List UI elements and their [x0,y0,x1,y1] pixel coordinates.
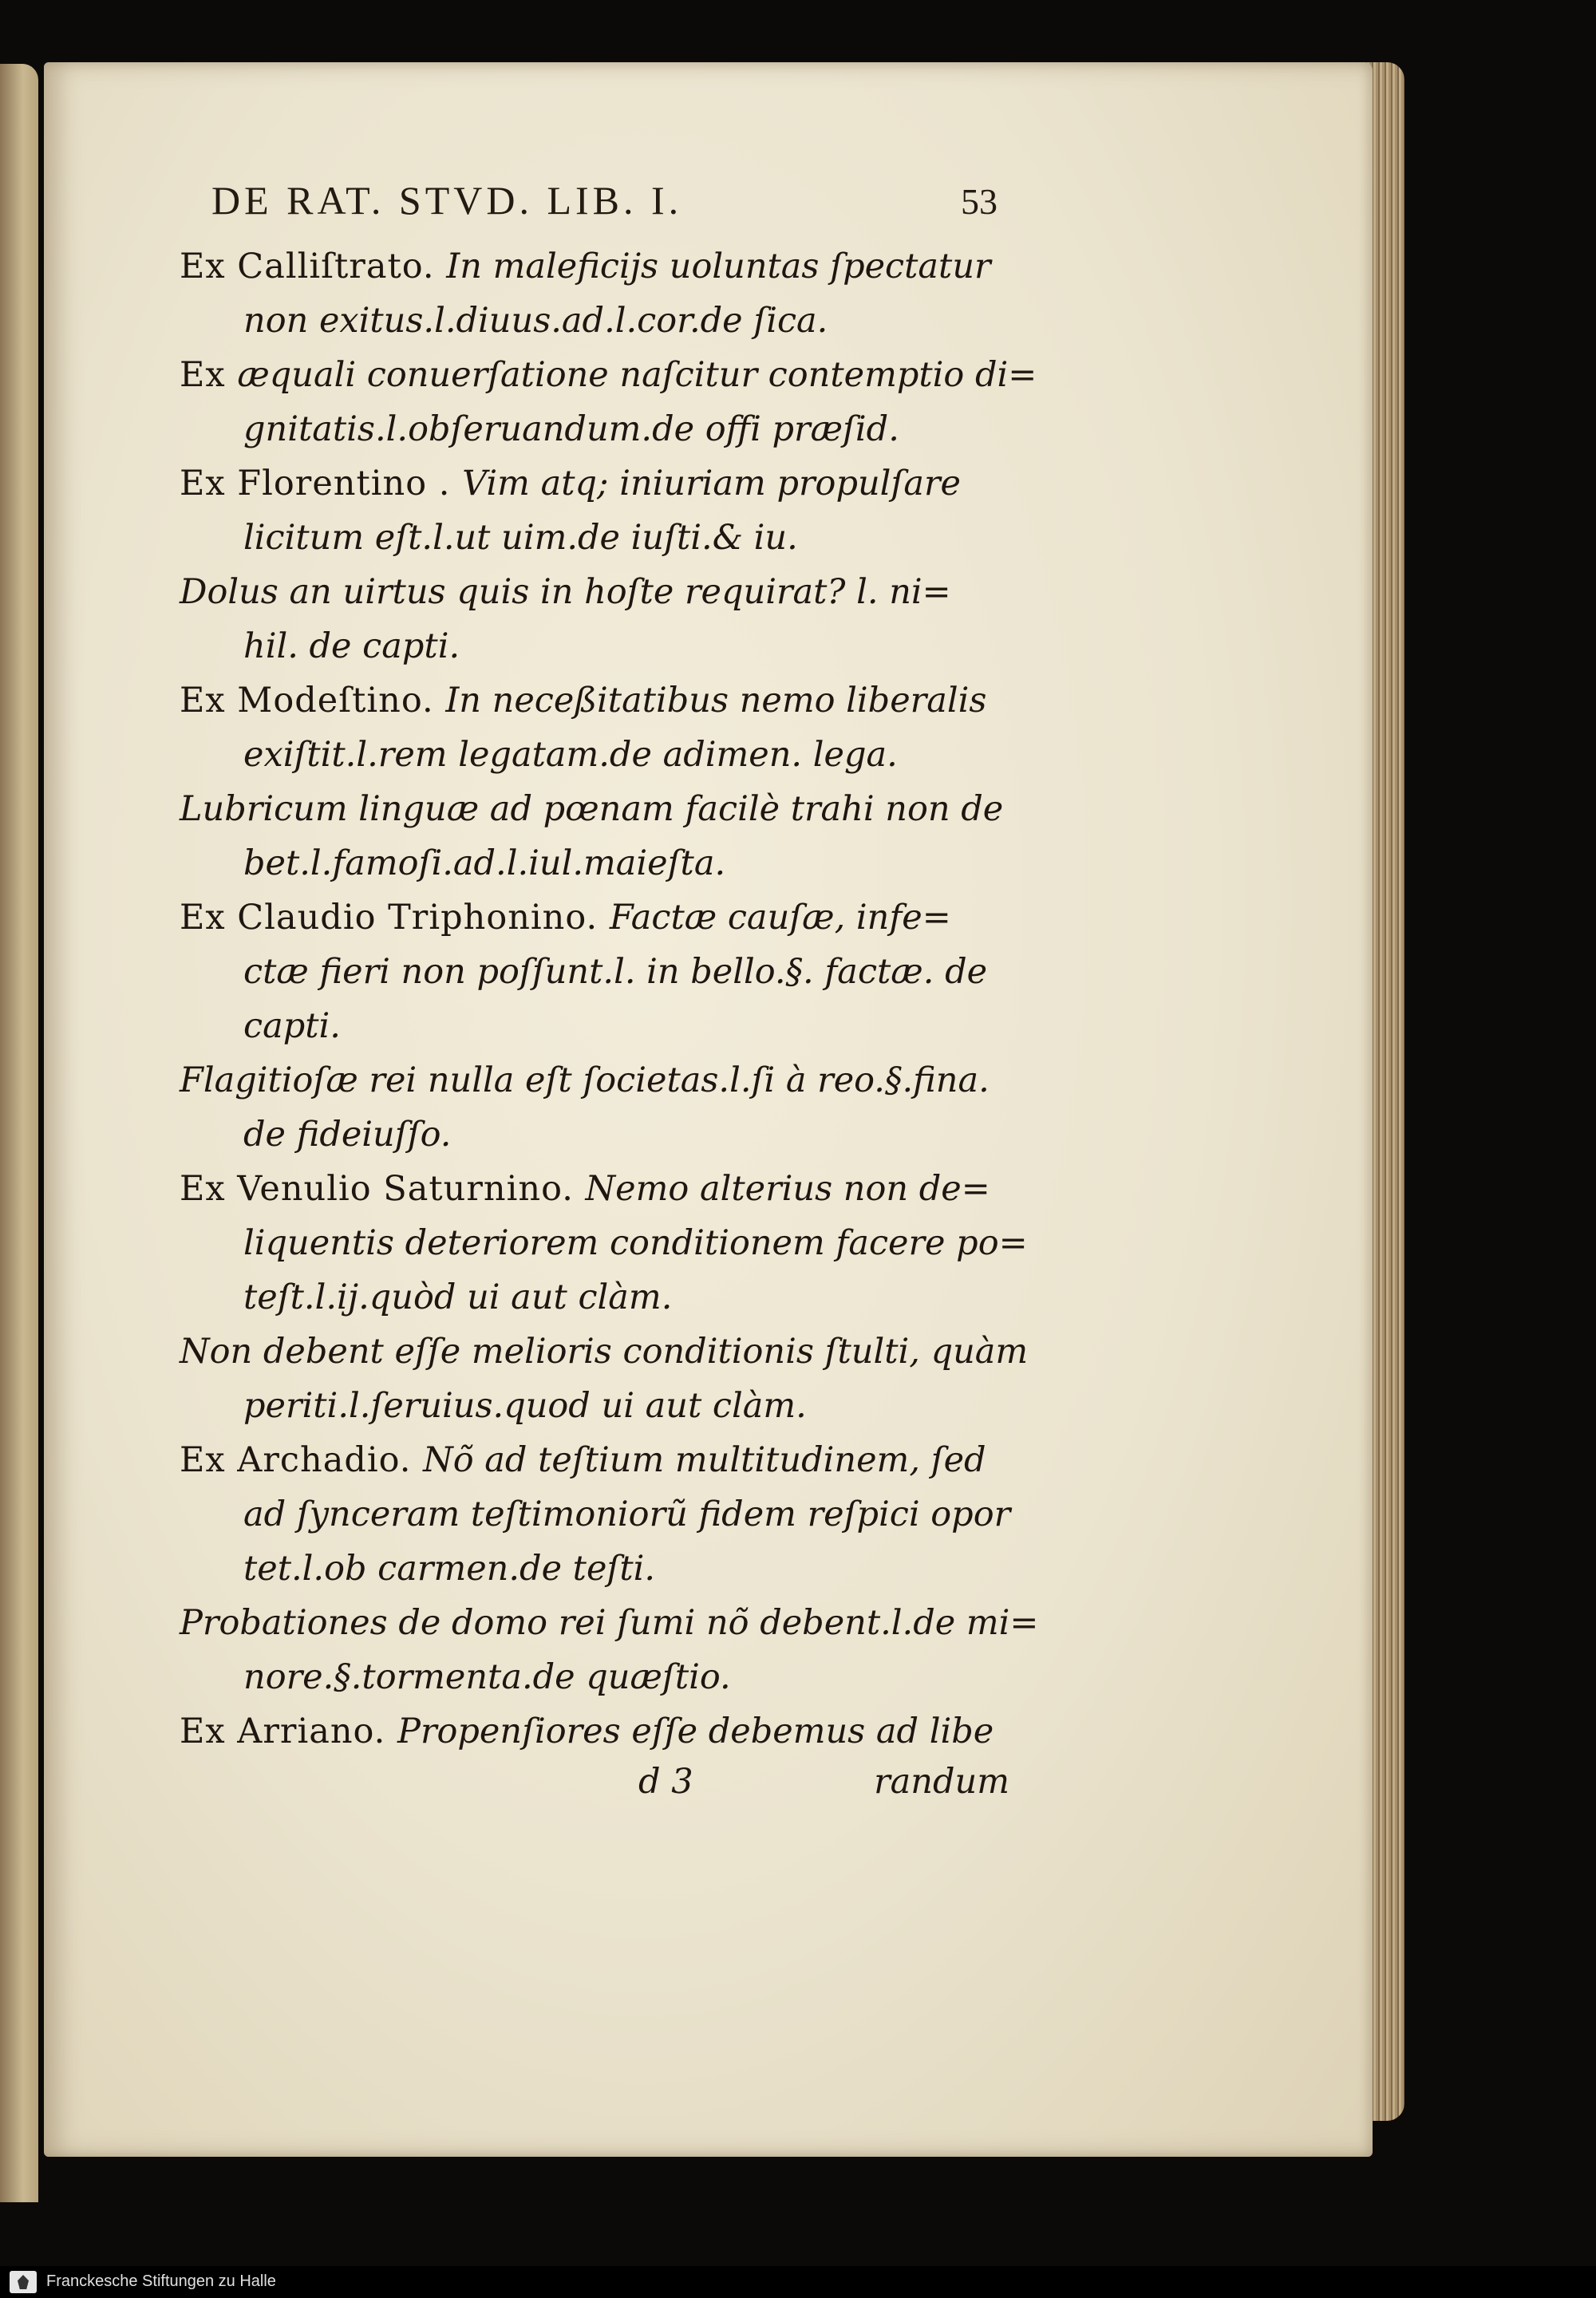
footer-credit: Franckesche Stiftungen zu Halle [46,2272,276,2290]
text-line [180,1162,1009,1216]
running-header [211,177,998,225]
text-line [180,565,1009,619]
text-line [180,348,1037,402]
text-line [180,1650,1009,1704]
line-text: ctæ fieri non poſſunt.l. in bello.§. factæ. de [243,952,988,992]
body-text [180,239,1039,1759]
footer-bar [0,2266,1596,2298]
line-text: exiſtit.l.rem legatam.de adimen. lega. [243,735,898,775]
text-line [180,1325,1029,1379]
line-text: In maleficijs uoluntas ſpectatur [446,247,991,286]
text-line [180,1487,1009,1542]
line-text: Dolus an uirtus quis in hoſte requirat? l. ni= [180,572,951,612]
text-line [180,1216,1028,1270]
text-line [180,511,1009,565]
line-text: In neceßitatibus nemo liberalis [445,681,987,721]
line-text: Lubricum linguæ ad pœnam facilè trahi non de [180,789,1004,829]
text-line [180,945,1009,999]
text-line [180,1433,1009,1487]
text-line [180,402,1009,456]
text-line [180,836,1009,890]
text-line [180,1704,1009,1759]
text-line [180,239,1009,294]
line-text: hil. de capti. [243,626,460,666]
text-line [180,1053,1009,1108]
text-line [180,619,1009,673]
text-line [180,890,1009,945]
running-title: DE RAT. STVD. LIB. I. [211,178,683,223]
line-lead: Ex Arriano. [180,1712,398,1751]
line-text: Probationes de domo rei ſumi nõ debent.l.de mi= [180,1603,1039,1643]
text-line [180,1270,1009,1325]
line-text: Vim atq; iniuriam propulſare [462,464,961,503]
text-line [180,1379,1009,1433]
text-line [180,999,1009,1053]
previous-page-edge [0,64,38,2202]
text-line [180,1542,1009,1596]
line-text: bet.l.famoſi.ad.l.iul.maieſta. [243,843,726,883]
line-text: gnitatis.l.obſeruandum.de offi præſid. [243,409,899,449]
foundation-crest-icon [10,2271,37,2293]
line-lead: Ex [180,355,238,395]
line-text: Factæ cauſæ, infe= [609,898,951,938]
line-text: æquali conuerſatione naſcitur contemptio di= [237,355,1037,395]
catchword: randum [874,1762,1009,1802]
line-text: teſt.l.ij.quòd ui aut clàm. [243,1277,673,1317]
catchline [180,1762,1009,1818]
text-line [180,782,1009,836]
line-lead: Ex Archadio. [180,1440,424,1480]
line-text: Nemo alterius non de= [585,1169,990,1209]
line-text: Flagitioſæ rei nulla eſt ſocietas.l.ſi à reo.§.fina. [180,1060,990,1100]
line-text: periti.l.ſeruius.quod ui aut clàm. [243,1386,807,1426]
line-text: licitum eſt.l.ut uim.de iuſti.& iu. [243,518,798,558]
text-line [180,1596,1039,1650]
line-text: tet.l.ob carmen.de teſti. [243,1549,656,1589]
text-line [180,728,1009,782]
text-line [180,673,1009,728]
line-text: non exitus.l.diuus.ad.l.cor.de ſica. [243,301,828,341]
line-lead: Ex Venulio Saturnino. [180,1169,586,1209]
line-text: de fideiuſſo. [243,1115,452,1155]
line-lead: Ex Claudio Triphonino. [180,898,610,938]
line-lead: Ex Calliſtrato. [180,247,447,286]
text-line [180,294,1009,348]
line-text: Nõ ad teſtium multitudinem, ſed [423,1440,986,1480]
line-text: capti. [243,1006,341,1046]
text-line [180,1108,1009,1162]
signature-mark: d 3 [638,1762,693,1802]
text-line [180,456,1009,511]
line-lead: Ex Florentino . [180,464,463,503]
line-text: ad ſynceram teſtimoniorũ fidem reſpici opor [243,1494,1011,1534]
page-number: 53 [961,181,998,222]
line-text: Propenſiores eſſe debemus ad libe [397,1712,994,1751]
line-text: nore.§.tormenta.de quæſtio. [243,1657,731,1697]
line-text: Non debent eſſe melioris conditionis ſtulti, quàm [180,1332,1029,1372]
line-lead: Ex Modeſtino. [180,681,446,721]
line-text: liquentis deteriorem conditionem facere po= [243,1223,1028,1263]
